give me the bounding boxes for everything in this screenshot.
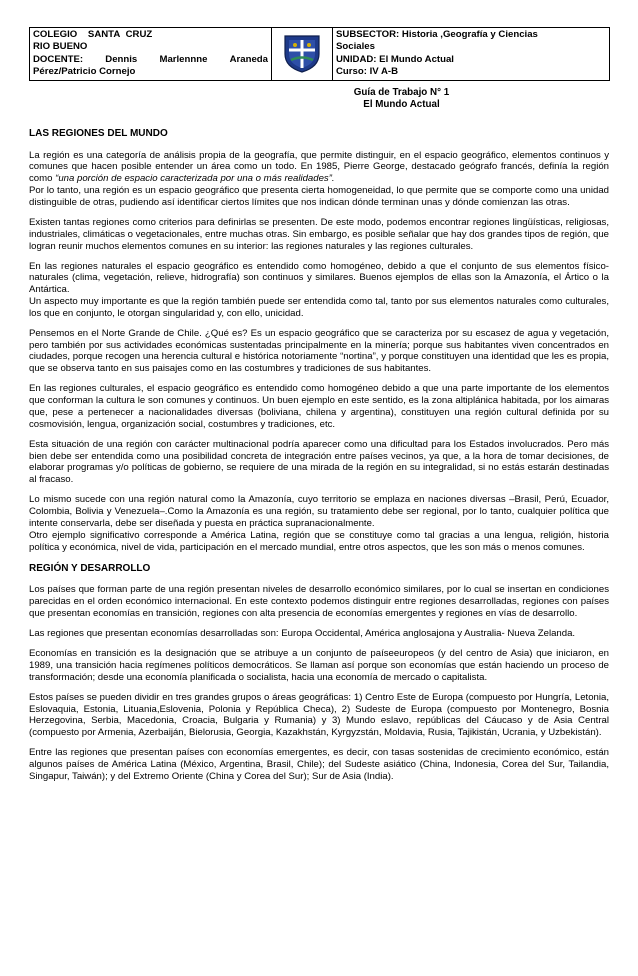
school-city: RIO BUENO <box>33 41 88 53</box>
subject-info-cell <box>333 28 610 81</box>
unit-label: UNIDAD: El Mundo Actual <box>336 53 454 65</box>
school-info-cell <box>30 28 272 81</box>
paragraph: Otro ejemplo significativo corresponde a América Latina, región que se constituye como tal gracias a una lengua, religión, historia política y económica, nivel de vida, participación en el mercado mundial, entre otros aspectos, que les son más o menos comunes. <box>29 529 609 553</box>
guide-title-block <box>29 87 609 111</box>
paragraph: En las regiones culturales, el espacio geográfico es entendido como homogéneo debido a que una parte importante de los elementos que conforman la cultura le son comunes y continuos. Un buen ejemplo en este sentido, es la zona altiplánica habitada, por los aimaras que, pese a pertenecer a nacionalidades diversas (boliviana, chilena y argentina), constituyen una región cultural definida por su cosmovisión, lengua, organización social, costumbres y tradiciones, etc. <box>29 383 609 430</box>
paragraph: Entre las regiones que presentan países con economías emergentes, es decir, con tasas sostenidas de crecimiento económico, están algunos países de América Latina (México, Argentina, Brasil, Chile); del Sudeste asiático (China, Indonesia, Corea del Sur, Tailandia, Singapur, Taiwán); y del Extremo Oriente (China y Corea del Sur); Sur de Asia (India). <box>29 747 609 782</box>
teacher-line: DOCENTE: Dennis Marlennne Araneda <box>33 53 268 65</box>
document-page <box>29 27 609 791</box>
subsector-label-cont: Sociales <box>336 41 375 53</box>
paragraph: Los países que forman parte de una región presentan niveles de desarrollo económico similares, por lo cual se insertan en condiciones parecidas en el orden económico internacional. En este contexto podemos distinguir entre regiones desarrolladas, regiones con países que presentan economías en transición, regiones con alta presencia de economías emergentes y regiones en vías de desarrollo. <box>29 584 609 619</box>
paragraph: En las regiones naturales el espacio geográfico es entendido como homogéneo, debido a que el conjunto de sus elementos físico-naturales (clima, vegetación, relieve, hidrografía) son continuos y similares. Buenos ejemplos de ellas son la Amazonía, el Ártico o la Antártica. <box>29 260 609 296</box>
subsector-label: SUBSECTOR: Historia ,Geografía y Ciencias <box>336 29 538 40</box>
paragraph: Estos países se pueden dividir en tres grandes grupos o áreas geográficas: 1) Centro Este de Europa (compuesto por Hungría, Letonia, Eslovaquia, Estonia, Lituania,Eslovenia, Polonia y República Checa), 2) Sudeste de Europa (compuesto por Montenegro, Bosnia Herzegovina, Serbia, Macedonia, Croacia, Bulgaria y Rumania) y 3) Mundo eslavo, repúblicas del Cáucaso y de Asia Central (compuesto por Armenia, Azerbaiján, Bielorusia, Georgia, Kazakhstán, Kyrgyzstán, Moldavia, Rusia, Tajikistán, Ucrania, y Uzbekistán). <box>29 691 609 739</box>
region-definition-quote: “una porción de espacio caracterizada por una o más realidades”. <box>55 173 335 185</box>
teacher-names: Pérez/Patricio Cornejo <box>33 66 136 78</box>
section-heading-desarrollo: REGIÓN Y DESARROLLO <box>29 563 151 575</box>
paragraph: Pensemos en el Norte Grande de Chile. ¿Qué es? Es un espacio geográfico que se caracteriza por su escasez de agua y vegetación, pero también por sus actividades económicas sustentadas principalmente en la minería; porque sus habitantes viven concentrados en ciudades, porque recogen una herencia cultural e histórica notoriamente “nortina”, y porque constituyen una identidad que les es propia, que se observa tanto en sus paisajes como en las costumbres y tradiciones de sus habitantes. <box>29 327 609 375</box>
paragraph: Economías en transición es la designación que se atribuye a un conjunto de paíseeuropeos (y del centro de Asia) que iniciaron, en 1989, una transición hacia regímenes políticos democráticos. Se llaman así porque son economías que están haciendo un proceso de transformación; desde una economía planificada o socialista, hacia una economía de mercado o capitalista. <box>29 648 609 683</box>
guide-title: Guía de Trabajo N° 1 <box>353 86 450 98</box>
guide-subtitle: El Mundo Actual <box>363 98 440 110</box>
paragraph: Lo mismo sucede con una región natural como la Amazonía, cuyo territorio se emplaza en naciones diversas –Brasil, Perú, Ecuador, Colombia, Bolivia y Venezuela–.Como la Amazonía es una región, su tratamiento debe ser regional, por lo tanto, cualquier política que intente conservarla, debe ser diseñada y puesta en práctica supranacionalmente. <box>29 494 609 529</box>
section-heading-regiones: LAS REGIONES DEL MUNDO <box>29 127 168 139</box>
logo-cell <box>272 28 333 81</box>
school-name-line: COLEGIO SANTA CRUZ <box>33 29 153 40</box>
header-table <box>29 27 610 81</box>
paragraph: Un aspecto muy importante es que la región también puede ser entendida como tal, tanto por sus elementos naturales como culturales, los que en conjunto, le otorgan singularidad y, con ello, unicidad. <box>29 295 609 319</box>
school-crest-icon <box>281 30 323 74</box>
paragraph: La región es una categoría de análisis propia de la geografía, que permite distinguir, en el espacio geográfico, elementos continuos y comunes que hacen posible entender un área como un todo. En 1985, Pierre George, destacado geógrafo francés, definía la región como “una porción de espacio caracterizada por una o más realidades”. <box>29 149 609 185</box>
paragraph: Esta situación de una región con carácter multinacional podría aparecer como una dificultad para los Estados involucrados. Pero más bien debe ser entendida como una posibilidad concreta de integración entre países vecinos, ya que, a la hora de tomar decisiones, de elaborar programas y/o políticas de gobierno, se requiere de una mirada de la región en su integralidad, si no estás estarán destinadas al fracaso. <box>29 438 609 486</box>
paragraph: Existen tantas regiones como criterios para definirlas se presenten. De este modo, podemos encontrar regiones lingüísticas, religiosas, industriales, climáticas o vegetacionales, entre muchas otras. Sin embargo, es posible señalar que hay dos grandes tipos de región, que logran reunir muchos elementos comunes en su interior: las regiones naturales y las regiones culturales. <box>29 216 609 252</box>
paragraph: Las regiones que presentan economías desarrolladas son: Europa Occidental, América anglosajona y Australia- Nueva Zelanda. <box>29 628 576 639</box>
course-label: Curso: IV A-B <box>336 66 399 78</box>
paragraph: Por lo tanto, una región es un espacio geográfico que presenta cierta homogeneidad, lo que permite que se comporte como una unidad distinguible de otras, pudiendo así identificar ciertos límites que nos indican dónde terminan unas y dónde comienzan las otras. <box>29 185 609 208</box>
